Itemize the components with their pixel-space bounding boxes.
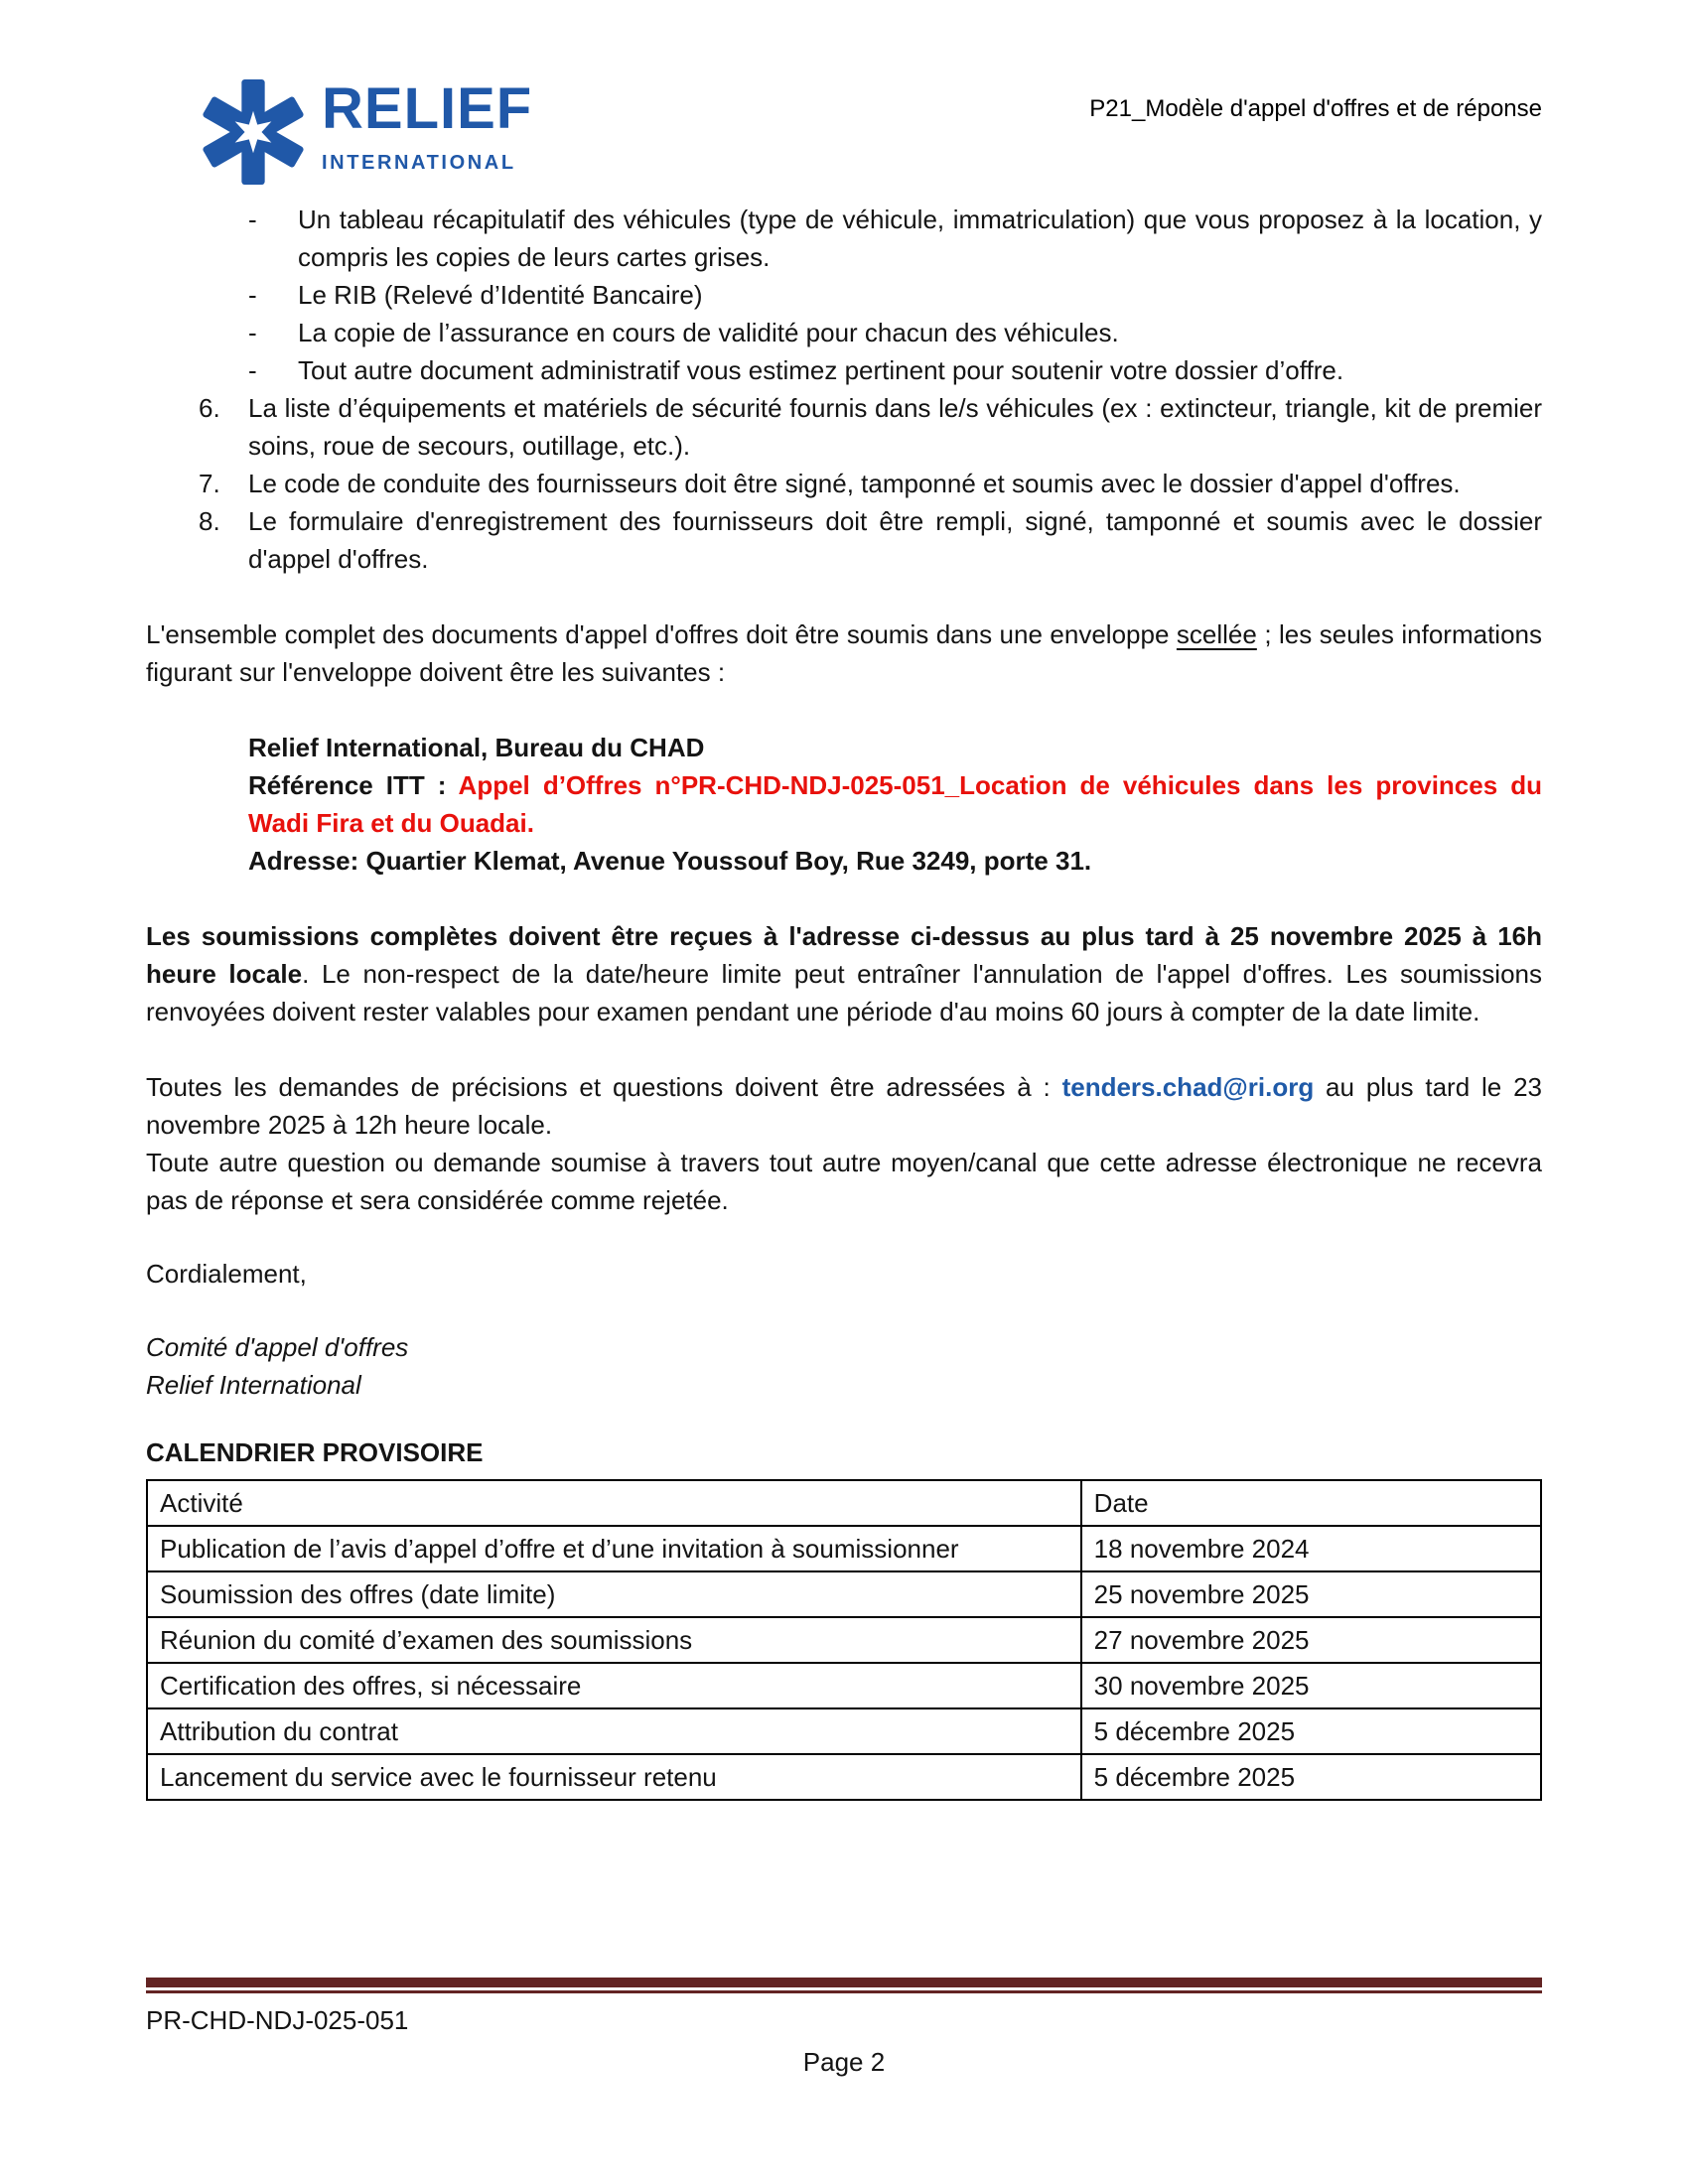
table-cell-activity: Attribution du contrat [147, 1708, 1081, 1754]
logo-text-international: INTERNATIONAL [322, 151, 516, 174]
list-item [146, 314, 1542, 351]
table-row [147, 1663, 1541, 1708]
envelope-text-underlined: scellée [1176, 619, 1257, 649]
numbered-list-item [146, 389, 1542, 465]
table-cell-activity: Publication de l’avis d’appel d’offre et d’une invitation à soumissionner [147, 1526, 1081, 1571]
numbered-list-item [146, 465, 1542, 502]
footer-divider [146, 1978, 1542, 1993]
itt-reference-value: Appel d’Offres n°PR-CHD-NDJ-025-051_Location de véhicules dans les provinces du Wadi Fira et du Ouadai. [248, 770, 1542, 838]
tender-email-link[interactable]: tenders.chad@ri.org [1061, 1072, 1315, 1102]
logo-text-relief: RELIEF [322, 76, 533, 141]
table-header-activity: Activité [147, 1480, 1081, 1526]
footer-tender-reference: PR-CHD-NDJ-025-051 [146, 2005, 409, 2035]
table-row [147, 1754, 1541, 1800]
table-cell-activity: Lancement du service avec le fournisseur retenu [147, 1754, 1081, 1800]
signature-block [146, 1328, 1542, 1404]
list-item [146, 276, 1542, 314]
table-cell-date: 30 novembre 2025 [1081, 1663, 1541, 1708]
list-item-text: La copie de l’assurance en cours de validité pour chacun des véhicules. [298, 318, 1119, 347]
logo-wordmark [322, 76, 533, 182]
list-item [146, 201, 1542, 276]
list-number: 8. [199, 506, 220, 536]
itt-reference-line [248, 766, 1542, 842]
list-item-text: Le code de conduite des fournisseurs doit être signé, tamponné et soumis avec le dossier d'appel d'offres. [248, 469, 1461, 498]
list-item-text: La liste d’équipements et matériels de sécurité fournis dans le/s véhicules (ex : extincteur, triangle, kit de premier soins, roue de secours, outillage, etc.). [248, 393, 1542, 461]
table-cell-date: 27 novembre 2025 [1081, 1617, 1541, 1663]
table-row [147, 1617, 1541, 1663]
list-marker: - [248, 355, 257, 385]
questions-paragraph [146, 1068, 1542, 1144]
document-template-reference: P21_Modèle d'appel d'offres et de réponse [1089, 95, 1542, 122]
deadline-rest-text: . Le non-respect de la date/heure limite peut entraîner l'annulation de l'appel d'offres. Les soumissions renvoyées doivent rester valables pour examen pendant une période d'au moins 60 jours à compter de la date limite. [146, 959, 1542, 1026]
relief-international-logo [201, 76, 533, 185]
table-row [147, 1571, 1541, 1617]
page-header [146, 58, 1542, 189]
questions-rejection-note: Toute autre question ou demande soumise à travers tout autre moyen/canal que cette adresse électronique ne recevra pas de réponse et sera considérée comme rejetée. [146, 1148, 1542, 1215]
table-cell-date: 25 novembre 2025 [1081, 1571, 1541, 1617]
questions-tail-text: au plus tard le 23 novembre 2025 à 12h heure locale. [146, 1072, 1542, 1140]
provisional-calendar-table [146, 1479, 1542, 1801]
salutation: Cordialement, [146, 1259, 307, 1289]
envelope-text-tail: ; les seules informations figurant sur l'enveloppe doivent être les suivantes : [146, 619, 1542, 687]
street-address-line: Adresse: Quartier Klemat, Avenue Youssouf Boy, Rue 3249, porte 31. [248, 846, 1092, 876]
table-cell-date: 5 décembre 2025 [1081, 1708, 1541, 1754]
table-cell-date: 18 novembre 2024 [1081, 1526, 1541, 1571]
relief-asterisk-icon [201, 79, 306, 185]
table-header-row [147, 1480, 1541, 1526]
footer-page-number: Page 2 [802, 2047, 886, 2077]
deadline-paragraph [146, 917, 1542, 1030]
list-marker: - [248, 318, 257, 347]
list-item-text: Le formulaire d'enregistrement des fournisseurs doit être rempli, signé, tamponné et soumis avec le dossier d'appel d'offres. [248, 506, 1542, 574]
list-marker: - [248, 205, 257, 234]
footer-divider-thick-bar [146, 1978, 1542, 1987]
list-number: 7. [199, 469, 220, 498]
envelope-text-lead: L'ensemble complet des documents d'appel d'offres doit être soumis dans une enveloppe [146, 619, 1177, 649]
list-item [146, 351, 1542, 389]
footer-divider-thin-bar [146, 1990, 1542, 1993]
numbered-list-item [146, 502, 1542, 578]
table-cell-date: 5 décembre 2025 [1081, 1754, 1541, 1800]
signature-committee: Comité d'appel d'offres [146, 1332, 409, 1362]
itt-reference-label: Référence ITT : [248, 770, 459, 800]
table-row [147, 1708, 1541, 1754]
list-item-text: Le RIB (Relevé d’Identité Bancaire) [298, 280, 703, 310]
submission-address-block [248, 729, 1542, 880]
table-row [147, 1526, 1541, 1571]
questions-lead-text: Toutes les demandes de précisions et questions doivent être adressées à : [146, 1072, 1062, 1102]
calendar-section-title: CALENDRIER PROVISOIRE [146, 1437, 484, 1467]
required-documents-list [146, 201, 1542, 578]
signature-organization: Relief International [146, 1370, 361, 1400]
list-marker: - [248, 280, 257, 310]
table-cell-activity: Certification des offres, si nécessaire [147, 1663, 1081, 1708]
list-item-text: Tout autre document administratif vous estimez pertinent pour soutenir votre dossier d’offre. [298, 355, 1344, 385]
envelope-instructions-paragraph [146, 615, 1542, 691]
list-item-text: Un tableau récapitulatif des véhicules (type de véhicule, immatriculation) que vous proposez à la location, y compris les copies de leurs cartes grises. [298, 205, 1542, 272]
list-number: 6. [199, 393, 220, 423]
table-cell-activity: Soumission des offres (date limite) [147, 1571, 1081, 1617]
table-cell-activity: Réunion du comité d’examen des soumissions [147, 1617, 1081, 1663]
table-header-date: Date [1081, 1480, 1541, 1526]
organization-name: Relief International, Bureau du CHAD [248, 733, 705, 762]
deadline-bold-text: Les soumissions complètes doivent être reçues à l'adresse ci-dessus au plus tard à 25 novembre 2025 à 16h heure locale [146, 921, 1542, 989]
